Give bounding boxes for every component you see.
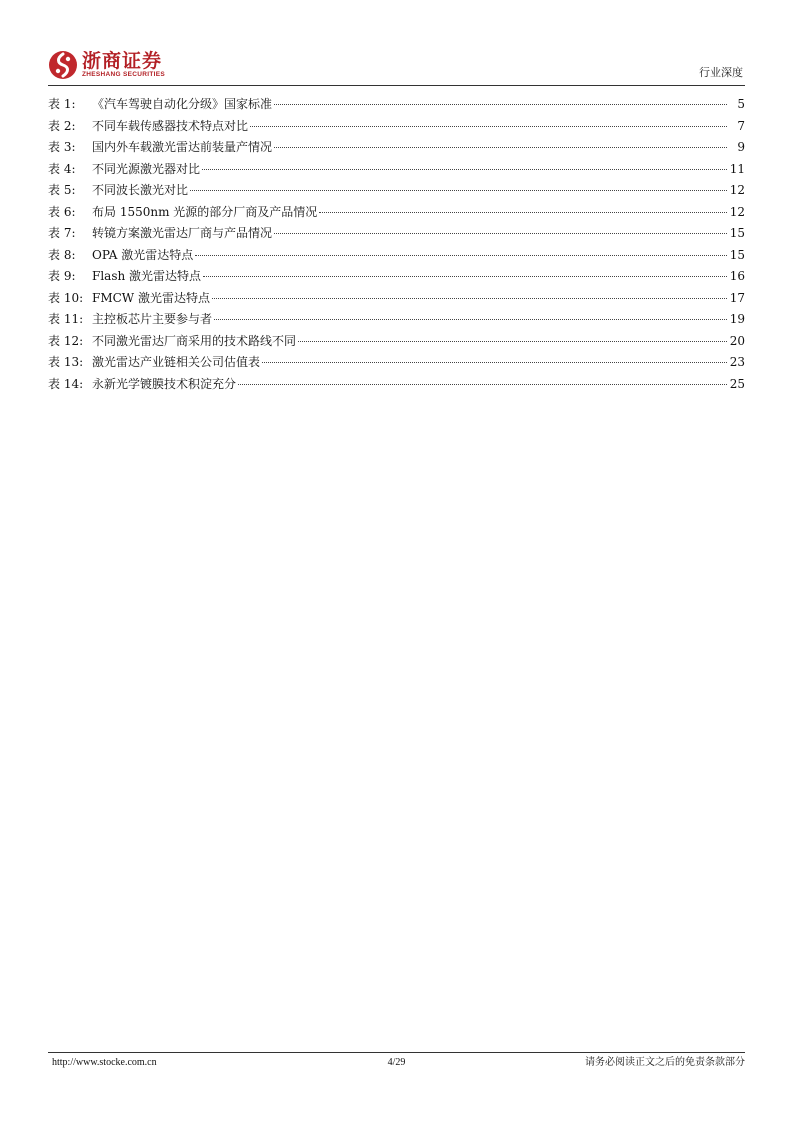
toc-entry-number: 表 1: xyxy=(48,97,76,111)
toc-entry-title[interactable]: 主控板芯片主要参与者 xyxy=(92,312,213,326)
toc-entry[interactable] xyxy=(48,309,745,331)
toc-entry[interactable] xyxy=(48,223,745,245)
toc-entry-title[interactable]: 国内外车载激光雷达前装量产情况 xyxy=(92,140,273,154)
toc-entry-number: 表 11: xyxy=(48,312,84,326)
toc-entry-page[interactable]: 25 xyxy=(729,376,745,391)
toc-entry[interactable] xyxy=(48,202,745,224)
toc-dot-leader xyxy=(238,384,727,385)
toc-dot-leader xyxy=(214,319,727,320)
toc-entry-title[interactable]: 《汽车驾驶自动化分级》国家标准 xyxy=(92,97,273,111)
toc-entry-number: 表 5: xyxy=(48,183,76,197)
toc-entry-title[interactable]: 不同激光雷达厂商采用的技术路线不同 xyxy=(92,333,297,348)
disclaimer-note: 请务必阅读正文之后的免责条款部分 xyxy=(585,1057,745,1068)
toc-entry-page[interactable]: 11 xyxy=(729,161,745,176)
toc-entry-number: 表 9: xyxy=(48,269,76,283)
toc-entry-page[interactable]: 7 xyxy=(737,118,745,133)
toc-entry-title[interactable]: FMCW 激光雷达特点 xyxy=(92,290,210,305)
toc-entry-page[interactable]: 23 xyxy=(729,355,745,369)
toc-entry-page[interactable]: 16 xyxy=(729,269,745,283)
toc-entry-title[interactable]: 转镜方案激光雷达厂商与产品情况 xyxy=(92,226,273,240)
toc-entry[interactable] xyxy=(48,116,745,138)
toc-entry-number: 表 3: xyxy=(48,140,76,154)
toc-dot-leader xyxy=(262,362,727,363)
company-logo xyxy=(48,50,165,80)
toc-entry-title[interactable]: 激光雷达产业链相关公司估值表 xyxy=(92,355,261,369)
toc-entry-title[interactable]: 不同波长激光对比 xyxy=(92,183,189,197)
toc-dot-leader xyxy=(195,255,727,256)
toc-entry[interactable] xyxy=(48,266,745,288)
toc-dot-leader xyxy=(319,212,727,213)
toc-entry-number: 表 12: xyxy=(48,333,84,348)
toc-entry-title[interactable]: 永新光学镀膜技术积淀充分 xyxy=(92,376,237,391)
toc-dot-leader xyxy=(298,341,727,342)
toc-entry[interactable] xyxy=(48,288,745,310)
toc-entry-page[interactable]: 15 xyxy=(729,226,745,240)
toc-entry[interactable] xyxy=(48,331,745,353)
toc-entry-page[interactable]: 20 xyxy=(729,333,745,348)
toc-entry-number: 表 2: xyxy=(48,118,76,133)
toc-entry-number: 表 6: xyxy=(48,204,76,219)
toc-entry-page[interactable]: 12 xyxy=(729,204,745,219)
toc-entry-page[interactable]: 12 xyxy=(729,183,745,197)
toc-entry-number: 表 14: xyxy=(48,376,84,391)
toc-entry-title[interactable]: 不同光源激光器对比 xyxy=(92,161,201,176)
toc-entry-title[interactable]: OPA 激光雷达特点 xyxy=(92,247,194,262)
toc-dot-leader xyxy=(202,169,727,170)
toc-entry[interactable] xyxy=(48,159,745,181)
toc-entry-number: 表 10: xyxy=(48,290,84,305)
toc-entry-title[interactable]: 布局 1550nm 光源的部分厂商及产品情况 xyxy=(92,204,318,219)
toc-dot-leader xyxy=(274,233,727,234)
toc-entry-number: 表 13: xyxy=(48,355,84,369)
toc-entry-number: 表 4: xyxy=(48,161,76,176)
toc-dot-leader xyxy=(203,276,727,277)
website-link[interactable]: http://www.stocke.com.cn xyxy=(52,1057,157,1068)
toc-entry-title[interactable]: 不同车载传感器技术特点对比 xyxy=(92,118,249,133)
logo-english-name: ZHESHANG SECURITIES xyxy=(82,71,165,78)
toc-entry[interactable] xyxy=(48,245,745,267)
page-footer xyxy=(48,1055,745,1071)
toc-entry-number: 表 7: xyxy=(48,226,76,240)
toc-entry[interactable] xyxy=(48,137,745,159)
toc-entry[interactable] xyxy=(48,352,745,374)
page-header xyxy=(48,50,745,84)
page-number: 4/29 xyxy=(387,1057,406,1068)
report-type-label: 行业深度 xyxy=(699,66,743,79)
logo-chinese-name: 浙商证券 xyxy=(82,50,163,72)
toc-dot-leader xyxy=(212,298,727,299)
toc-entry-page[interactable]: 19 xyxy=(729,312,745,326)
toc-dot-leader xyxy=(274,147,727,148)
toc-entry-number: 表 8: xyxy=(48,247,76,262)
toc-entry[interactable] xyxy=(48,180,745,202)
toc-dot-leader xyxy=(274,104,727,105)
table-of-tables xyxy=(48,94,745,395)
toc-entry[interactable] xyxy=(48,94,745,116)
toc-dot-leader xyxy=(250,126,727,127)
toc-entry-page[interactable]: 5 xyxy=(737,97,745,111)
header-divider xyxy=(48,85,745,86)
toc-entry-page[interactable]: 17 xyxy=(729,290,745,305)
toc-entry-page[interactable]: 15 xyxy=(729,247,745,262)
toc-entry[interactable] xyxy=(48,374,745,396)
toc-dot-leader xyxy=(190,190,727,191)
toc-entry-title[interactable]: Flash 激光雷达特点 xyxy=(92,269,202,283)
footer-divider xyxy=(48,1052,745,1053)
zheshang-logo-icon xyxy=(48,50,78,80)
toc-entry-page[interactable]: 9 xyxy=(737,140,745,154)
